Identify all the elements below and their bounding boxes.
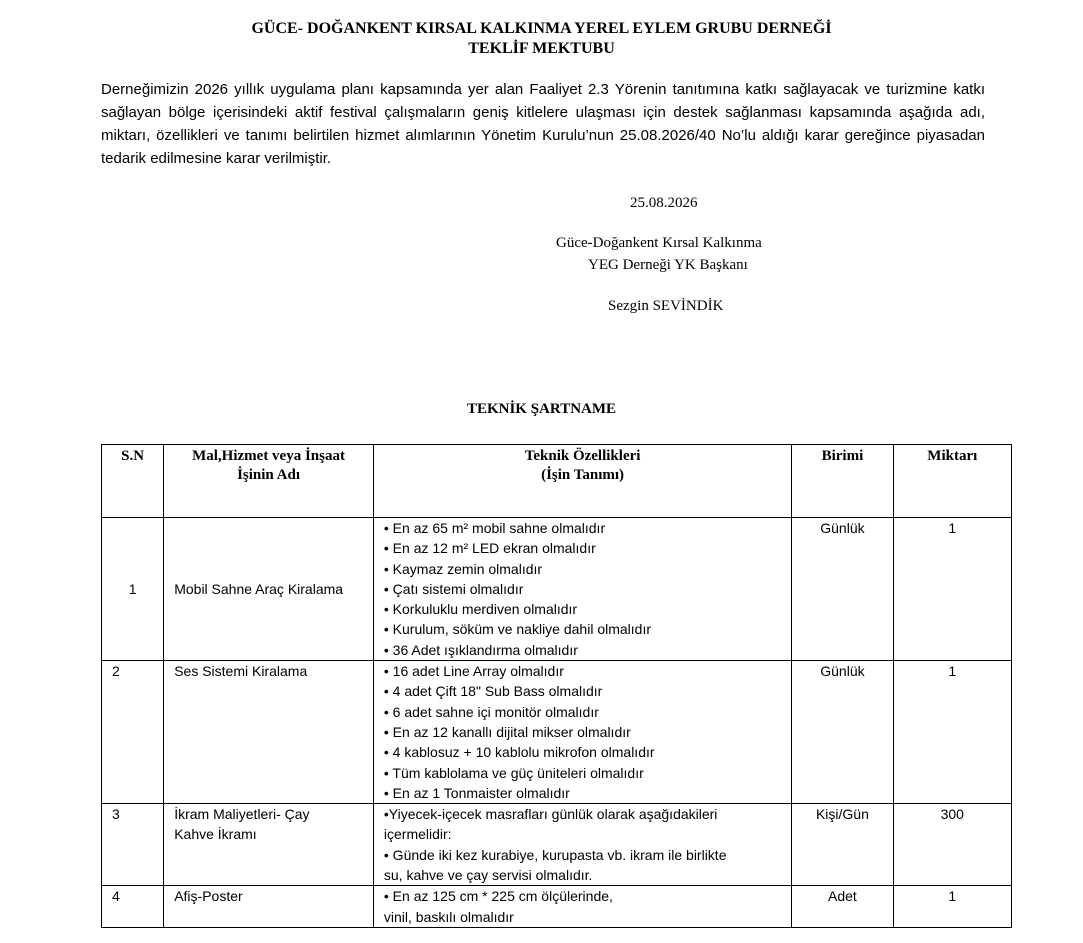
row-specs xyxy=(373,804,791,886)
row-unit: Adet xyxy=(792,886,893,928)
spec-line: • Kaymaz zemin olmalıdır xyxy=(383,560,543,577)
spec-line: • En az 12 m² LED ekran olmalıdır xyxy=(383,540,596,557)
row-qty: 300 xyxy=(893,804,1011,886)
row-sn: 3 xyxy=(102,804,164,886)
item-name-line: İkram Maliyetleri- Çay xyxy=(174,806,310,823)
header-unit: Birimi xyxy=(792,445,893,518)
row-item-name xyxy=(164,804,374,886)
row-qty: 1 xyxy=(893,886,1011,928)
signature-org-line1: Güce-Doğankent Kırsal Kalkınma xyxy=(556,235,762,251)
spec-line: • Tüm kablolama ve güç üniteleri olmalıdır xyxy=(383,764,644,781)
row-sn: 2 xyxy=(102,661,164,804)
spec-line: • Kurulum, söküm ve nakliye dahil olmalıdır xyxy=(383,621,652,638)
row-specs xyxy=(373,661,791,804)
spec-line: • Günde iki kez kurabiye, kurupasta vb. ikram ile birlikte xyxy=(383,846,727,863)
spec-table xyxy=(101,444,1012,928)
spec-line: • En az 125 cm * 225 cm ölçülerinde, xyxy=(383,888,613,905)
table-row xyxy=(102,886,1012,928)
row-item-name xyxy=(164,661,374,804)
header-item-name: Mal,Hizmet veya İnşaat İşinin Adı xyxy=(164,445,374,518)
spec-line: • 4 kablosuz + 10 kablolu mikrofon olmalıdır xyxy=(383,744,655,761)
spec-line: vinil, baskılı olmalıdır xyxy=(383,908,514,925)
spec-line: •Yiyecek-içecek masrafları günlük olarak aşağıdakileri xyxy=(383,806,718,823)
spec-title: TEKNİK ŞARTNAME xyxy=(466,401,617,417)
header-sn: S.N xyxy=(102,445,164,518)
table-row xyxy=(102,661,1012,804)
row-unit: Günlük xyxy=(792,661,893,804)
row-specs xyxy=(373,886,791,928)
signature-date: 25.08.2026 xyxy=(630,195,698,211)
item-name-line: Kahve İkramı xyxy=(174,826,257,843)
table-row xyxy=(102,804,1012,886)
spec-line: • En az 12 kanallı dijital mikser olmalıdır xyxy=(383,723,631,740)
spec-line: • En az 65 m² mobil sahne olmalıdır xyxy=(383,520,606,536)
spec-line: • 4 adet Çift 18" Sub Bass olmalıdır xyxy=(383,683,603,700)
item-name-line: Ses Sistemi Kiralama xyxy=(174,663,308,680)
row-qty: 1 xyxy=(893,661,1011,804)
header-specs: Teknik Özellikleri (İşin Tanımı) xyxy=(373,445,791,518)
row-specs xyxy=(373,518,791,661)
row-sn: 4 xyxy=(102,886,164,928)
spec-line: • Korkuluklu merdiven olmalıdır xyxy=(383,601,578,618)
spec-line: su, kahve ve çay servisi olmalıdır. xyxy=(383,867,593,884)
org-title: GÜCE- DOĞANKENT KIRSAL KALKINMA YEREL EYLEM GRUBU DERNEĞİ xyxy=(251,20,832,37)
item-name-line: Mobil Sahne Araç Kiralama xyxy=(174,580,344,597)
spec-line: • En az 1 Tonmaister olmalıdır xyxy=(383,784,570,801)
spec-line: • 16 adet Line Array olmalıdır xyxy=(383,663,564,680)
signature-name: Sezgin SEVİNDİK xyxy=(608,298,724,314)
spec-line: • 36 Adet ışıklandırma olmalıdır xyxy=(383,641,578,658)
row-sn: 1 xyxy=(102,518,164,661)
table-header-row xyxy=(102,445,1012,518)
signature-org-line2: YEG Derneği YK Başkanı xyxy=(588,257,748,273)
spec-line: • 6 adet sahne içi monitör olmalıdır xyxy=(383,703,599,720)
spec-line: • Çatı sistemi olmalıdır xyxy=(383,580,524,597)
intro-paragraph: Derneğimizin 2026 yıllık uygulama planı kapsamında yer alan Faaliyet 2.3 Yörenin tanıtımına katkı sağlayacak ve turizmine katkı sağlayan bölge içerisindeki aktif festival çalışmaların geniş kitlelere ulaşması için destek sağlanması kapsamında aşağıda adı, miktarı, özellikleri ve tanımı belirtilen hizmet alımlarının Yönetim Kurulu’nun 25.08.2026/40 No’lu aldığı karar gereğince piyasadan tedarik edilmesine karar verilmiştir. xyxy=(101,81,985,167)
row-item-name xyxy=(164,886,374,928)
row-item-name xyxy=(164,518,374,661)
doc-title: TEKLİF MEKTUBU xyxy=(468,40,615,57)
row-unit: Günlük xyxy=(792,518,893,661)
spec-line: içermelidir: xyxy=(383,826,452,843)
item-name-line: Afiş-Poster xyxy=(174,888,243,905)
table-row xyxy=(102,518,1012,661)
row-unit: Kişi/Gün xyxy=(792,804,893,886)
row-qty: 1 xyxy=(893,518,1011,661)
header-qty: Miktarı xyxy=(893,445,1011,518)
